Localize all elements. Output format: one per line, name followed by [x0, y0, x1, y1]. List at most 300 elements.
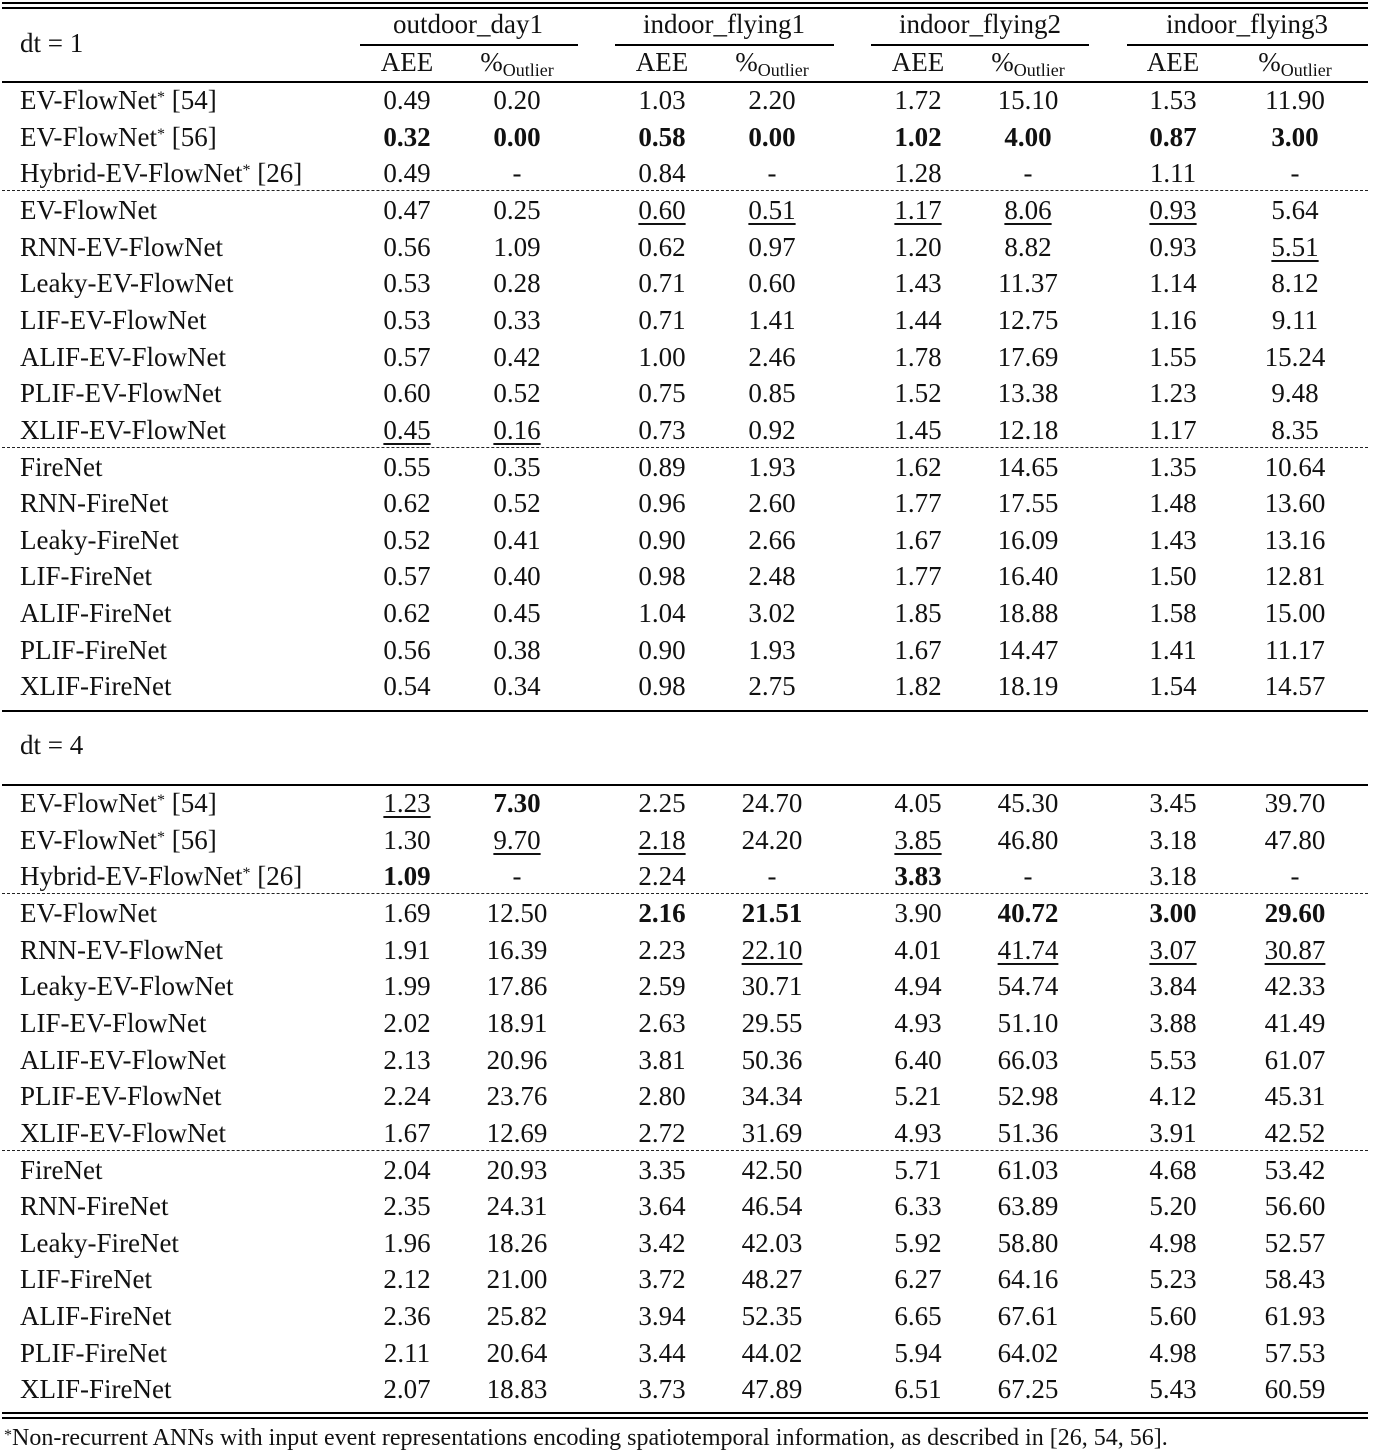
cell-outlier: - [1023, 861, 1033, 892]
percent-symbol: % [991, 47, 1014, 77]
cell-aee: 1.52 [894, 378, 942, 409]
footnote-asterisk: * [242, 865, 251, 883]
cell-outlier: 34.34 [741, 1081, 803, 1112]
cell-outlier: 58.43 [1264, 1264, 1326, 1295]
cell-aee: 1.16 [1149, 304, 1197, 335]
cell-outlier: 20.93 [486, 1154, 548, 1185]
cell-outlier: - [767, 158, 777, 189]
section-label: dt = 1 [20, 28, 84, 58]
row-method-name: PLIF-FireNet [20, 634, 167, 665]
method-name-text: EV-FlowNet [20, 121, 158, 152]
cell-aee: 1.02 [894, 121, 942, 152]
cell-aee: 0.55 [383, 451, 431, 482]
cell-aee: 0.56 [383, 231, 431, 262]
cell-outlier: 61.93 [1264, 1301, 1326, 1332]
cell-outlier: - [1023, 158, 1033, 189]
cell-outlier: 14.65 [997, 451, 1059, 482]
outlier-subscript: Outlier [1013, 60, 1065, 80]
cell-outlier: 18.88 [997, 598, 1059, 629]
footnote-asterisk: * [4, 1427, 12, 1444]
row-method-name: RNN-EV-FlowNet [20, 934, 224, 965]
cell-outlier: 57.53 [1264, 1337, 1326, 1368]
footnote-asterisk: * [157, 89, 166, 106]
cell-aee: 3.07 [1149, 934, 1197, 965]
cell-outlier: 11.90 [1265, 85, 1325, 115]
cell-aee: 5.43 [1149, 1374, 1197, 1405]
cell-outlier: 22.10 [741, 934, 803, 965]
dashed-separator [2, 893, 1368, 894]
column-header-aee: AEE [891, 47, 945, 77]
cell-outlier: 9.11 [1271, 304, 1319, 335]
cell-outlier: 0.42 [493, 341, 541, 372]
cell-outlier: 18.26 [486, 1227, 548, 1258]
cell-outlier: 30.71 [741, 971, 803, 1002]
cell-aee: 1.91 [383, 934, 431, 965]
row-method-name: FireNet [20, 1154, 103, 1185]
cell-outlier: 14.57 [1264, 671, 1326, 702]
row-method-name: XLIF-FireNet [20, 1374, 172, 1405]
method-name-text: EV-FlowNet [20, 824, 158, 855]
section-rule [2, 710, 1368, 712]
cell-aee: 2.72 [638, 1117, 686, 1148]
cell-aee: 1.23 [1149, 378, 1197, 409]
cell-outlier: 0.35 [493, 451, 541, 482]
dashed-separator [2, 1150, 1368, 1151]
cell-outlier: 31.69 [741, 1117, 803, 1148]
cell-aee: 2.59 [638, 971, 686, 1002]
row-method-name: ALIF-EV-FlowNet [20, 1044, 226, 1075]
cell-aee: 2.13 [383, 1044, 431, 1075]
cell-aee: 0.62 [638, 231, 686, 262]
cell-outlier: 1.09 [493, 231, 541, 262]
cell-aee: 1.30 [383, 824, 431, 855]
cell-outlier: 11.37 [998, 268, 1058, 299]
cell-aee: 3.88 [1149, 1007, 1197, 1038]
cell-outlier: - [1290, 861, 1300, 892]
column-header-outlier [480, 44, 554, 83]
cell-aee: 0.60 [638, 194, 686, 225]
cell-outlier: 64.16 [997, 1264, 1059, 1295]
cell-aee: 3.72 [638, 1264, 686, 1295]
cell-aee: 4.98 [1149, 1337, 1197, 1368]
cell-aee: 1.77 [894, 488, 942, 519]
cell-aee: 1.67 [383, 1117, 431, 1148]
cell-aee: 1.09 [383, 861, 431, 892]
row-method-name: ALIF-FireNet [20, 1301, 172, 1332]
cell-aee: 3.90 [894, 897, 942, 928]
percent-symbol: % [1258, 47, 1281, 77]
cell-outlier: 12.69 [486, 1117, 548, 1148]
cell-aee: 1.35 [1149, 451, 1197, 482]
row-method-name: ALIF-EV-FlowNet [20, 341, 226, 372]
cell-aee: 3.84 [1149, 971, 1197, 1002]
cell-outlier: 45.31 [1264, 1081, 1326, 1112]
cell-outlier: 42.50 [741, 1154, 803, 1185]
cell-outlier: 0.38 [493, 634, 541, 665]
cell-outlier: 0.52 [493, 378, 541, 409]
cell-outlier: 8.12 [1271, 268, 1319, 299]
cell-outlier: 18.91 [486, 1007, 548, 1038]
column-header-outlier [735, 44, 809, 83]
column-header-aee: AEE [635, 47, 689, 77]
cell-outlier: 61.03 [997, 1154, 1059, 1185]
row-method-name [20, 858, 302, 894]
cell-aee: 1.78 [894, 341, 942, 372]
cell-outlier: 1.93 [748, 451, 796, 482]
cell-outlier: 0.25 [493, 194, 541, 225]
cell-outlier: 9.48 [1271, 378, 1319, 409]
cell-aee: 0.93 [1149, 194, 1197, 225]
cell-outlier: 1.93 [748, 634, 796, 665]
cell-aee: 1.96 [383, 1227, 431, 1258]
cell-aee: 0.75 [638, 378, 686, 409]
cell-aee: 2.18 [638, 824, 686, 855]
cell-aee: 0.52 [383, 524, 431, 555]
cell-aee: 3.81 [638, 1044, 686, 1075]
method-name-text: Hybrid-EV-FlowNet [20, 158, 243, 189]
cell-aee: 1.82 [894, 671, 942, 702]
cell-outlier: 0.52 [493, 488, 541, 519]
cell-aee: 2.23 [638, 934, 686, 965]
cell-aee: 1.62 [894, 451, 942, 482]
cell-aee: 4.98 [1149, 1227, 1197, 1258]
footnote-text: Non-recurrent ANNs with input event representations encoding spatiotemporal information, as described in [26, 54, 56]. [12, 1425, 1168, 1451]
cell-aee: 0.57 [383, 341, 431, 372]
cell-outlier: 2.48 [748, 561, 796, 592]
cell-outlier: 60.59 [1264, 1374, 1326, 1405]
cell-outlier: 23.76 [486, 1081, 548, 1112]
outlier-subscript: Outlier [757, 60, 809, 80]
cell-outlier: 39.70 [1264, 788, 1326, 818]
column-header-aee: AEE [1146, 47, 1200, 77]
cell-aee: 1.43 [894, 268, 942, 299]
cell-aee: 5.20 [1149, 1191, 1197, 1222]
cell-aee: 0.90 [638, 634, 686, 665]
cell-aee: 1.54 [1149, 671, 1197, 702]
cell-aee: 1.14 [1149, 268, 1197, 299]
row-method-name: PLIF-EV-FlowNet [20, 378, 222, 409]
cell-aee: 3.35 [638, 1154, 686, 1185]
cell-outlier: 42.52 [1264, 1117, 1326, 1148]
cell-aee: 0.60 [383, 378, 431, 409]
cell-outlier: 24.20 [741, 824, 803, 855]
row-method-name: Leaky-EV-FlowNet [20, 971, 234, 1002]
cell-outlier: 0.41 [493, 524, 541, 555]
cell-outlier: 41.74 [997, 934, 1059, 965]
cell-outlier: 63.89 [997, 1191, 1059, 1222]
cell-aee: 1.77 [894, 561, 942, 592]
cell-outlier: 29.60 [1264, 897, 1326, 928]
cell-aee: 0.90 [638, 524, 686, 555]
cell-outlier: 13.38 [997, 378, 1059, 409]
row-method-name: FireNet [20, 451, 103, 482]
cell-outlier: 12.81 [1264, 561, 1326, 592]
cell-aee: 0.57 [383, 561, 431, 592]
cell-aee: 5.94 [894, 1337, 942, 1368]
cell-outlier: 3.00 [1271, 121, 1319, 152]
cell-aee: 1.28 [894, 158, 942, 189]
cell-outlier: 0.00 [748, 121, 796, 152]
footnote-asterisk: * [157, 828, 166, 846]
cell-aee: 1.41 [1149, 634, 1197, 665]
row-method-name [20, 822, 217, 858]
cell-aee: 5.60 [1149, 1301, 1197, 1332]
cell-aee: 0.71 [638, 268, 686, 299]
cell-outlier: 52.98 [997, 1081, 1059, 1112]
cell-outlier: 46.80 [997, 824, 1059, 855]
cell-aee: 0.62 [383, 598, 431, 629]
cell-outlier: 24.70 [741, 788, 803, 818]
cell-aee: 1.45 [894, 414, 942, 445]
cell-outlier: 47.80 [1264, 824, 1326, 855]
cell-outlier: 2.20 [748, 85, 796, 115]
cell-aee: 3.91 [1149, 1117, 1197, 1148]
cell-aee: 3.64 [638, 1191, 686, 1222]
cell-aee: 1.17 [1149, 414, 1197, 445]
bottom-rule [2, 1412, 1368, 1414]
cell-aee: 1.04 [638, 598, 686, 629]
cell-outlier: - [767, 861, 777, 892]
cell-outlier: 0.51 [748, 194, 796, 225]
cell-outlier: 44.02 [741, 1337, 803, 1368]
citation: [26] [250, 158, 303, 189]
cell-outlier: 8.82 [1004, 231, 1052, 262]
cell-outlier: 17.86 [486, 971, 548, 1002]
cell-aee: 3.18 [1149, 824, 1197, 855]
row-method-name: Leaky-FireNet [20, 524, 179, 555]
cell-outlier: 15.00 [1264, 598, 1326, 629]
cell-aee: 0.49 [383, 158, 431, 189]
citation: [54] [165, 788, 217, 818]
cell-outlier: 0.28 [493, 268, 541, 299]
row-method-name: Leaky-EV-FlowNet [20, 268, 234, 299]
percent-symbol: % [480, 47, 503, 77]
cell-aee: 3.45 [1149, 788, 1197, 818]
cell-aee: 0.45 [383, 414, 431, 445]
cell-aee: 0.54 [383, 671, 431, 702]
row-method-name: XLIF-FireNet [20, 671, 172, 702]
cell-outlier: 18.83 [486, 1374, 548, 1405]
cell-aee: 6.33 [894, 1191, 942, 1222]
row-method-name: RNN-EV-FlowNet [20, 231, 224, 262]
cell-aee: 4.94 [894, 971, 942, 1002]
row-method-name [20, 155, 302, 191]
cell-aee: 3.42 [638, 1227, 686, 1258]
cell-outlier: 51.36 [997, 1117, 1059, 1148]
column-group-header: indoor_flying1 [643, 9, 805, 39]
cell-outlier: 17.69 [997, 341, 1059, 372]
cell-aee: 0.58 [638, 121, 686, 152]
cell-aee: 2.07 [383, 1374, 431, 1405]
cell-aee: 0.53 [383, 304, 431, 335]
cell-aee: 0.98 [638, 671, 686, 702]
cell-aee: 4.05 [894, 788, 942, 818]
footnote [4, 1420, 1168, 1456]
cell-aee: 1.11 [1149, 158, 1197, 189]
cell-aee: 3.83 [894, 861, 942, 892]
cell-outlier: 2.66 [748, 524, 796, 555]
cell-outlier: 12.50 [486, 897, 548, 928]
cell-aee: 0.56 [383, 634, 431, 665]
cell-aee: 2.12 [383, 1264, 431, 1295]
row-method-name: XLIF-EV-FlowNet [20, 1117, 226, 1148]
cell-aee: 1.67 [894, 634, 942, 665]
cell-aee: 2.11 [383, 1337, 431, 1368]
cell-aee: 1.50 [1149, 561, 1197, 592]
cell-aee: 1.48 [1149, 488, 1197, 519]
cell-aee: 0.89 [638, 451, 686, 482]
cell-outlier: 0.40 [493, 561, 541, 592]
bottom-rule-inner [2, 1417, 1368, 1419]
cell-outlier: 14.47 [997, 634, 1059, 665]
cell-aee: 0.32 [383, 121, 431, 152]
cell-outlier: 2.75 [748, 671, 796, 702]
cell-outlier: 45.30 [997, 788, 1059, 818]
cell-aee: 2.35 [383, 1191, 431, 1222]
column-header-outlier [1258, 44, 1332, 83]
cell-outlier: 16.39 [486, 934, 548, 965]
cell-outlier: 0.00 [493, 121, 541, 152]
cell-outlier: 47.89 [741, 1374, 803, 1405]
cell-outlier: 0.92 [748, 414, 796, 445]
citation: [54] [165, 85, 217, 115]
cell-outlier: 46.54 [741, 1191, 803, 1222]
cell-aee: 4.01 [894, 934, 942, 965]
cell-outlier: 17.55 [997, 488, 1059, 519]
row-method-name: PLIF-FireNet [20, 1337, 167, 1368]
cell-aee: 1.85 [894, 598, 942, 629]
cell-aee: 2.02 [383, 1007, 431, 1038]
row-method-name: EV-FlowNet [20, 897, 158, 928]
cell-outlier: 16.09 [997, 524, 1059, 555]
cell-aee: 1.44 [894, 304, 942, 335]
cell-aee: 0.98 [638, 561, 686, 592]
outlier-subscript: Outlier [1280, 60, 1332, 80]
cell-outlier: 18.19 [997, 671, 1059, 702]
cell-outlier: 15.24 [1264, 341, 1326, 372]
cell-aee: 3.00 [1149, 897, 1197, 928]
cell-outlier: 30.87 [1264, 934, 1326, 965]
cell-aee: 4.68 [1149, 1154, 1197, 1185]
cell-aee: 0.53 [383, 268, 431, 299]
cell-aee: 0.47 [383, 194, 431, 225]
cell-aee: 0.73 [638, 414, 686, 445]
row-method-name [20, 82, 217, 118]
row-method-name: ALIF-FireNet [20, 598, 172, 629]
cell-outlier: 8.06 [1004, 194, 1052, 225]
cell-outlier: 4.00 [1004, 121, 1052, 152]
cell-outlier: 20.96 [486, 1044, 548, 1075]
cell-aee: 1.72 [894, 85, 942, 115]
citation: [56] [165, 824, 217, 855]
cell-aee: 1.53 [1149, 85, 1197, 115]
cell-aee: 2.80 [638, 1081, 686, 1112]
cell-aee: 1.03 [638, 85, 686, 115]
cell-aee: 1.43 [1149, 524, 1197, 555]
cell-aee: 0.49 [383, 85, 431, 115]
cell-aee: 3.18 [1149, 861, 1197, 892]
cell-outlier: 54.74 [997, 971, 1059, 1002]
cell-aee: 2.25 [638, 788, 686, 818]
cell-outlier: 2.46 [748, 341, 796, 372]
cell-outlier: 51.10 [997, 1007, 1059, 1038]
cell-outlier: 13.60 [1264, 488, 1326, 519]
cell-outlier: 58.80 [997, 1227, 1059, 1258]
cell-aee: 1.99 [383, 971, 431, 1002]
method-name-text: EV-FlowNet [20, 788, 158, 818]
cell-outlier: 0.33 [493, 304, 541, 335]
cell-outlier: 0.60 [748, 268, 796, 299]
cell-aee: 6.40 [894, 1044, 942, 1075]
cell-outlier: 53.42 [1264, 1154, 1326, 1185]
citation: [26] [250, 861, 303, 892]
cell-outlier: 1.41 [748, 304, 796, 335]
cell-aee: 3.73 [638, 1374, 686, 1405]
cell-outlier: 42.03 [741, 1227, 803, 1258]
row-method-name: Leaky-FireNet [20, 1227, 179, 1258]
cell-aee: 2.63 [638, 1007, 686, 1038]
column-header-outlier [991, 44, 1065, 83]
row-method-name: LIF-FireNet [20, 1264, 152, 1295]
cell-outlier: 9.70 [493, 824, 541, 855]
cell-aee: 5.53 [1149, 1044, 1197, 1075]
cell-aee: 2.24 [638, 861, 686, 892]
cell-aee: 1.20 [894, 231, 942, 262]
cell-aee: 3.44 [638, 1337, 686, 1368]
cell-outlier: 5.64 [1271, 194, 1319, 225]
cell-aee: 6.51 [894, 1374, 942, 1405]
cell-aee: 4.93 [894, 1007, 942, 1038]
method-name-text: EV-FlowNet [20, 85, 158, 115]
cell-aee: 5.21 [894, 1081, 942, 1112]
cell-outlier: 24.31 [486, 1191, 548, 1222]
cell-aee: 0.71 [638, 304, 686, 335]
cell-aee: 5.23 [1149, 1264, 1197, 1295]
cell-outlier: 66.03 [997, 1044, 1059, 1075]
cell-outlier: 0.45 [493, 598, 541, 629]
cell-outlier: 3.02 [748, 598, 796, 629]
cell-aee: 1.17 [894, 194, 942, 225]
column-group-header: outdoor_day1 [393, 9, 543, 39]
cell-aee: 0.93 [1149, 231, 1197, 262]
top-rule [2, 2, 1368, 4]
cell-aee: 6.27 [894, 1264, 942, 1295]
cell-aee: 5.92 [894, 1227, 942, 1258]
cell-aee: 0.87 [1149, 121, 1197, 152]
cell-aee: 3.94 [638, 1301, 686, 1332]
cell-outlier: 10.64 [1264, 451, 1326, 482]
row-method-name: EV-FlowNet [20, 194, 158, 225]
cell-outlier: 40.72 [997, 897, 1059, 928]
cell-outlier: 16.40 [997, 561, 1059, 592]
cell-outlier: 2.60 [748, 488, 796, 519]
cell-aee: 4.93 [894, 1117, 942, 1148]
cell-aee: 4.12 [1149, 1081, 1197, 1112]
cell-aee: 1.69 [383, 897, 431, 928]
cell-aee: 1.00 [638, 341, 686, 372]
cell-aee: 3.85 [894, 824, 942, 855]
cell-aee: 1.58 [1149, 598, 1197, 629]
row-method-name: RNN-FireNet [20, 488, 169, 519]
column-header-aee: AEE [380, 47, 434, 77]
cell-outlier: 67.61 [997, 1301, 1059, 1332]
cell-aee: 2.16 [638, 897, 686, 928]
cell-outlier: 56.60 [1264, 1191, 1326, 1222]
cell-outlier: - [512, 861, 522, 892]
cell-outlier: 67.25 [997, 1374, 1059, 1405]
cell-outlier: - [512, 158, 522, 189]
cell-outlier: 13.16 [1264, 524, 1326, 555]
